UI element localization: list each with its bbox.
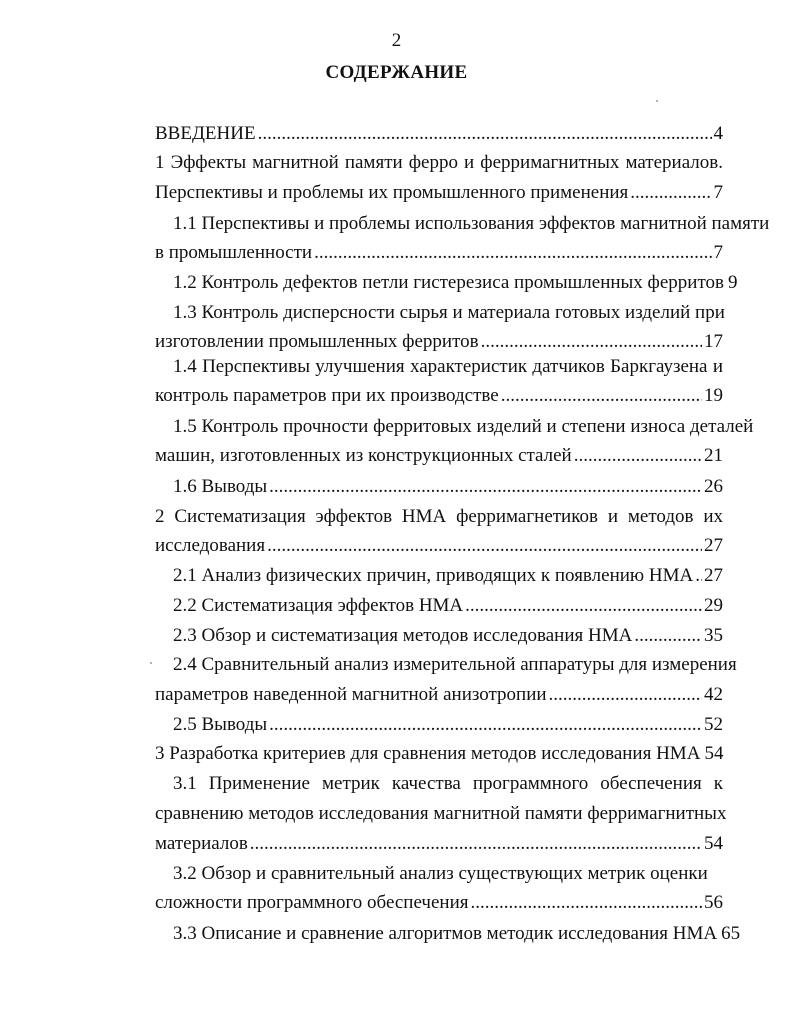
toc-entry-text: 2.2 Систематизация эффектов НМА — [173, 595, 464, 616]
toc-entry-text: 1.2 Контроль дефектов петли гистерезиса промышленных ферритов — [173, 272, 724, 293]
toc-entry-line: 3.1 Применение метрик качества программного обеспечения к — [173, 773, 723, 794]
toc-entry[interactable] — [173, 713, 723, 737]
toc-entry-line: 1.3 Контроль дисперсности сырья и материала готовых изделий при — [173, 302, 725, 323]
toc-entry-text: сложности программного обеспечения — [155, 892, 469, 913]
toc-entry-page: 42 — [704, 684, 723, 705]
toc-entry[interactable] — [155, 742, 723, 766]
toc-entry[interactable] — [173, 564, 723, 588]
toc-entry-text: контроль параметров при их производстве — [155, 385, 499, 406]
toc-entry-line: 1.4 Перспективы улучшения характеристик датчиков Баркгаузена и — [173, 356, 723, 377]
toc-entry-text: исследования — [155, 535, 266, 556]
toc-entry-text: в промышленности — [155, 242, 313, 263]
toc-entry-page: 27 — [704, 565, 723, 586]
toc-entry[interactable] — [173, 594, 723, 618]
dot-leader — [549, 683, 702, 707]
dot-leader — [574, 444, 702, 468]
dot-leader — [250, 832, 702, 856]
toc-entry-page: 19 — [704, 385, 723, 406]
toc-entry-text: параметров наведенной магнитной анизотропии — [155, 684, 547, 705]
scan-speck — [656, 100, 658, 102]
toc-entry-text: 3 Разработка критериев для сравнения методов исследования НМА — [155, 743, 701, 764]
toc-entry[interactable] — [155, 534, 723, 558]
toc-entry[interactable] — [155, 181, 723, 205]
dot-leader — [269, 475, 702, 499]
toc-entry-page: 9 — [727, 272, 738, 293]
toc-entry-page: 4 — [713, 123, 723, 144]
toc-entry-text: 1.6 Выводы — [173, 476, 268, 497]
toc-entry-page: 29 — [704, 595, 723, 616]
toc-entry[interactable] — [155, 832, 723, 856]
toc-entry-text: Перспективы и проблемы их промышленного применения — [155, 182, 629, 203]
dot-leader — [471, 891, 703, 915]
dot-leader — [634, 624, 702, 648]
toc-entry-page: 27 — [704, 535, 723, 556]
toc-entry-page: 35 — [704, 625, 723, 646]
toc-entry[interactable] — [155, 891, 723, 915]
toc-entry-line: 1 Эффекты магнитной памяти ферро и ферримагнитных материалов. — [155, 152, 723, 173]
dot-leader — [267, 534, 702, 558]
toc-entry-page: 52 — [704, 714, 723, 735]
toc-entry[interactable] — [155, 122, 723, 146]
dot-leader — [501, 384, 702, 408]
toc-entry-text: машин, изготовленных из конструкционных сталей — [155, 445, 572, 466]
toc-entry-text: ВВЕДЕНИЕ — [155, 123, 256, 144]
toc-entry[interactable] — [155, 444, 723, 468]
page-number: 2 — [391, 30, 402, 51]
toc-entry-page: 7 — [713, 182, 723, 203]
toc-entry[interactable] — [173, 475, 723, 499]
toc-entry-page: 54 — [704, 833, 723, 854]
toc-entry-text: 3.3 Описание и сравнение алгоритмов методик исследования НМА — [173, 923, 718, 944]
toc-entry-page: 17 — [704, 331, 723, 352]
toc-entry[interactable] — [155, 330, 723, 354]
toc-entry[interactable] — [173, 271, 738, 295]
toc-entry-line: 3.2 Обзор и сравнительный анализ существующих метрик оценки — [173, 863, 708, 884]
toc-entry-page: 65 — [721, 923, 741, 944]
dot-leader — [465, 594, 702, 618]
toc-entry-text: изготовлении промышленных ферритов — [155, 331, 479, 352]
toc-entry-page: 54 — [704, 743, 724, 764]
toc-entry[interactable] — [155, 384, 723, 408]
toc-entry-line: 2.4 Сравнительный анализ измерительной аппаратуры для измерения — [173, 654, 737, 675]
toc-entry[interactable] — [173, 922, 741, 946]
toc-entry-line: 1.1 Перспективы и проблемы использования эффектов магнитной памяти — [173, 213, 770, 234]
toc-entry-page: 56 — [704, 892, 723, 913]
dot-leader — [695, 564, 702, 588]
toc-entry[interactable] — [155, 683, 723, 707]
toc-entry-line: 2 Систематизация эффектов НМА ферримагнетиков и методов их — [155, 506, 723, 527]
dot-leader — [258, 122, 712, 146]
toc-entry-line: 1.5 Контроль прочности ферритовых изделий и степени износа деталей — [173, 416, 754, 437]
dot-leader — [314, 241, 711, 265]
toc-entry-page: 21 — [704, 445, 723, 466]
toc-entry-line: сравнению методов исследования магнитной памяти ферримагнитных — [155, 803, 727, 824]
toc-entry-page: 26 — [704, 476, 723, 497]
toc-entry-text: 2.1 Анализ физических причин, приводящих к появлению НМА — [173, 565, 694, 586]
toc-entry-text: материалов — [155, 833, 248, 854]
toc-entry-text: 2.5 Выводы — [173, 714, 268, 735]
toc-entry-text: 2.3 Обзор и систематизация методов исследования НМА — [173, 625, 633, 646]
page-title: СОДЕРЖАНИЕ — [325, 62, 468, 83]
dot-leader — [481, 330, 702, 354]
toc-entry[interactable] — [173, 624, 723, 648]
scan-speck — [150, 662, 152, 664]
toc-entry-page: 7 — [713, 242, 723, 263]
toc-entry[interactable] — [155, 241, 723, 265]
dot-leader — [630, 181, 711, 205]
dot-leader — [269, 713, 702, 737]
